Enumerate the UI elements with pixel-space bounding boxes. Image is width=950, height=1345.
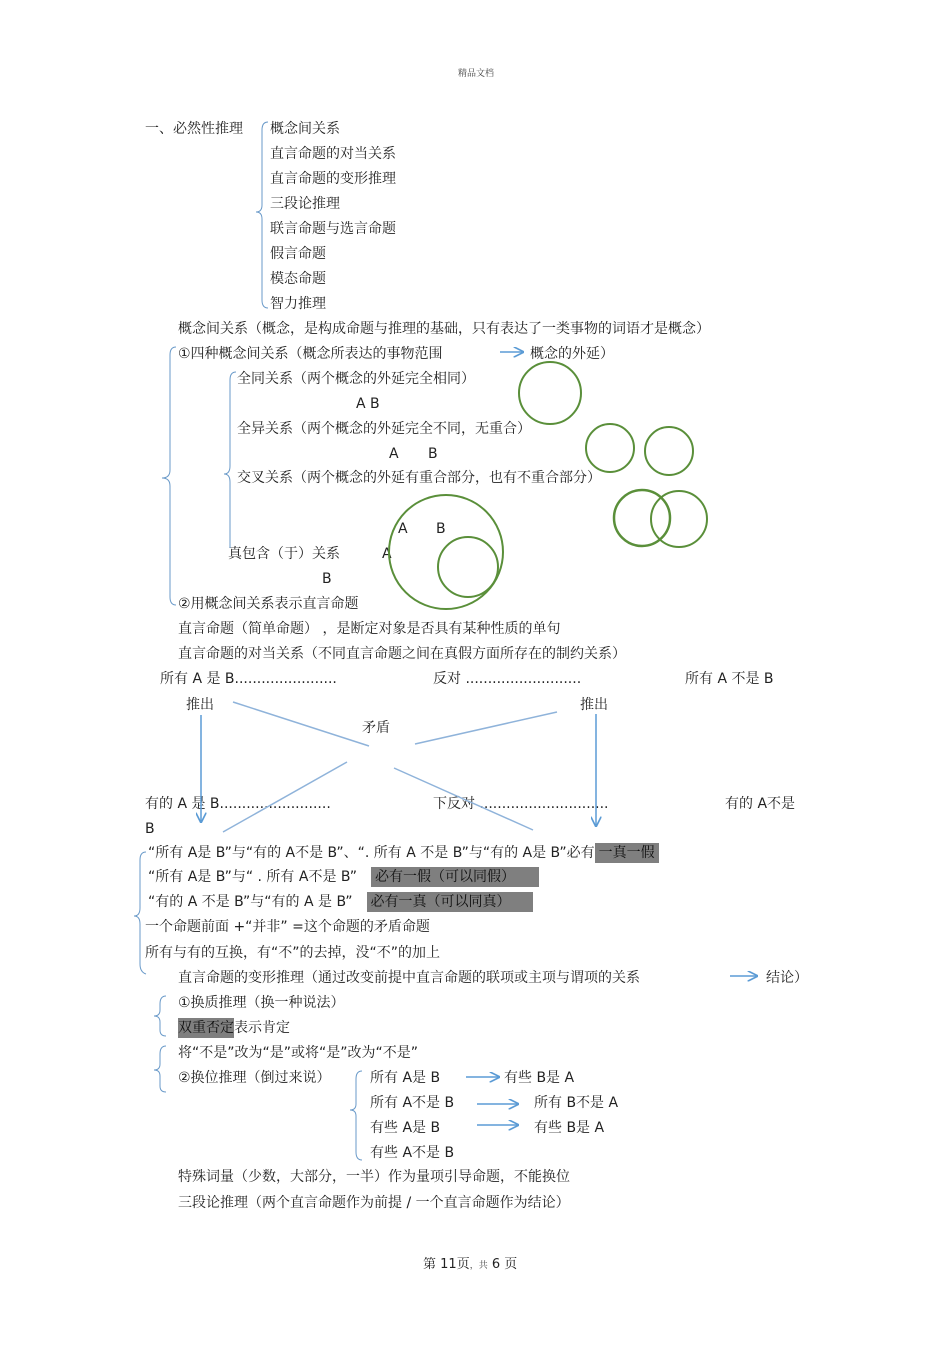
extension-label: 概念的外延） xyxy=(530,346,614,362)
square-imply-right: 推出 xyxy=(580,697,608,713)
rules-brace xyxy=(134,852,146,974)
transform-title: 直言命题的变形推理（通过改变前提中直言命题的联项或主项与谓项的关系 xyxy=(178,970,640,986)
overlap-a: A xyxy=(398,521,408,537)
inclusion-b: B xyxy=(322,571,332,587)
outline-item: 智力推理 xyxy=(270,296,326,312)
double-negation: 双重否定表示肯定 xyxy=(178,1020,290,1036)
outline-item: 假言命题 xyxy=(270,246,326,262)
disjoint-b: B xyxy=(428,446,438,462)
syllogism: 三段论推理（两个直言命题作为前提 / 一个直言命题作为结论） xyxy=(178,1195,570,1211)
inclusion-circle-inner xyxy=(438,537,498,597)
highlight: 一真一假 xyxy=(595,843,659,863)
overlap-relation: 交叉关系（两个概念的外延有重合部分，也有不重合部分） xyxy=(237,470,601,486)
square-all-a-not-b: 所有 A 不是 B xyxy=(685,671,774,687)
opposition-title: 直言命题的对当关系（不同直言命题之间在真假方面所存在的制约关系） xyxy=(178,646,626,662)
square-some-a-not-b: 有的 A不是 xyxy=(725,796,796,812)
outline-item: 模态命题 xyxy=(270,271,326,287)
conversion-items-brace xyxy=(350,1071,362,1160)
conversion-to: 有些 B是 A xyxy=(534,1120,605,1136)
contradiction-line xyxy=(394,768,533,830)
obversion-brace xyxy=(154,996,166,1036)
conversion-to: 有些 B是 A xyxy=(504,1070,575,1086)
obversion: ①换质推理（换一种说法） xyxy=(178,995,345,1011)
section-title: 一、必然性推理 xyxy=(145,121,243,137)
overlap-b: B xyxy=(436,521,446,537)
swap-rule: 将“不是”改为“是”或将“是”改为“不是” xyxy=(178,1045,419,1061)
rule-subcontrary: “有的 A 不是 B”与“有的 A 是 B” 必有一真（可以同真） xyxy=(148,893,533,911)
overlap-circle-b xyxy=(651,491,707,547)
special-quantifier: 特殊词量（少数，大部分，一半）作为量项引导命题，不能换位 xyxy=(178,1169,570,1185)
square-subcontrary: 下反对 ............................. xyxy=(433,796,609,812)
disjoint-relation: 全异关系（两个概念的外延完全不同，无重合） xyxy=(237,421,531,437)
concepts-intro: 概念间关系（概念，是构成命题与推理的基础，只有表达了一类事物的词语才是概念） xyxy=(178,321,710,337)
rule-contrary: “所有 A是 B”与“ . 所有 A不是 B” 必有一假（可以同假） xyxy=(148,868,539,886)
disjoint-circle-a xyxy=(586,424,634,472)
outline-item: 直言命题的变形推理 xyxy=(270,171,396,187)
outline-item: 联言命题与选言命题 xyxy=(270,221,396,237)
outline-item: 概念间关系 xyxy=(270,121,340,137)
square-contradiction: 矛盾 xyxy=(362,720,390,736)
conversion-to: 所有 B不是 A xyxy=(534,1095,619,1111)
contradiction-line xyxy=(233,702,369,746)
relation-types-brace xyxy=(224,372,236,548)
inclusion-a: A xyxy=(382,546,392,562)
page-header: 精品文档 xyxy=(458,69,495,79)
square-imply-left: 推出 xyxy=(186,697,214,713)
disjoint-circle-b xyxy=(645,427,693,475)
rule-negation: 一个命题前面 +“并非” =这个命题的矛盾命题 xyxy=(145,919,430,935)
transform-conclusion: 结论） xyxy=(766,970,808,986)
inclusion-relation: 真包含（于）关系 xyxy=(228,546,340,562)
square-all-a-b: 所有 A 是 B....................... xyxy=(160,671,337,687)
highlight: 必有一真（可以同真） xyxy=(367,892,533,912)
identical-ab: A B xyxy=(356,396,380,412)
contradiction-line xyxy=(415,712,557,744)
conversion: ②换位推理（倒过来说） xyxy=(178,1070,331,1086)
categorical-definition: 直言命题（简单命题） ，是断定对象是否具有某种性质的单句 xyxy=(178,621,561,637)
outline-brace xyxy=(256,122,268,308)
conversion-from: 所有 A是 B xyxy=(370,1070,441,1086)
conversion-brace xyxy=(154,1046,166,1092)
relations-brace xyxy=(162,347,176,605)
four-relations: ①四种概念间关系（概念所表达的事物范围 xyxy=(178,346,443,362)
page-footer: 第 11页，共 6 页 xyxy=(423,1257,518,1272)
rule-contradictory: “所有 A是 B”与“有的 A不是 B”、“. 所有 A 不是 B”与“有的 A是 B”必有 一真一假 xyxy=(148,844,659,862)
rule-swap: 所有与有的互换，有“不”的去掉，没“不”的加上 xyxy=(145,945,441,961)
overlap-circle-a xyxy=(614,490,670,546)
conversion-from: 有些 A不是 B xyxy=(370,1145,455,1161)
square-some-a-not-b-end: B xyxy=(145,821,155,837)
outline-item: 直言命题的对当关系 xyxy=(270,146,396,162)
contradiction-line xyxy=(223,762,347,832)
disjoint-a: A xyxy=(389,446,399,462)
conversion-from: 所有 A不是 B xyxy=(370,1095,455,1111)
identical-circle xyxy=(519,362,581,424)
conversion-from: 有些 A是 B xyxy=(370,1120,441,1136)
outline-item: 三段论推理 xyxy=(270,196,340,212)
square-some-a-b: 有的 A 是 B......................... xyxy=(145,796,331,812)
express-relation: ②用概念间关系表示直言命题 xyxy=(178,596,359,612)
highlight: 必有一假（可以同假） xyxy=(371,867,539,887)
identical-relation: 全同关系（两个概念的外延完全相同） xyxy=(237,371,475,387)
square-contrary: 反对 .......................... xyxy=(433,671,582,687)
